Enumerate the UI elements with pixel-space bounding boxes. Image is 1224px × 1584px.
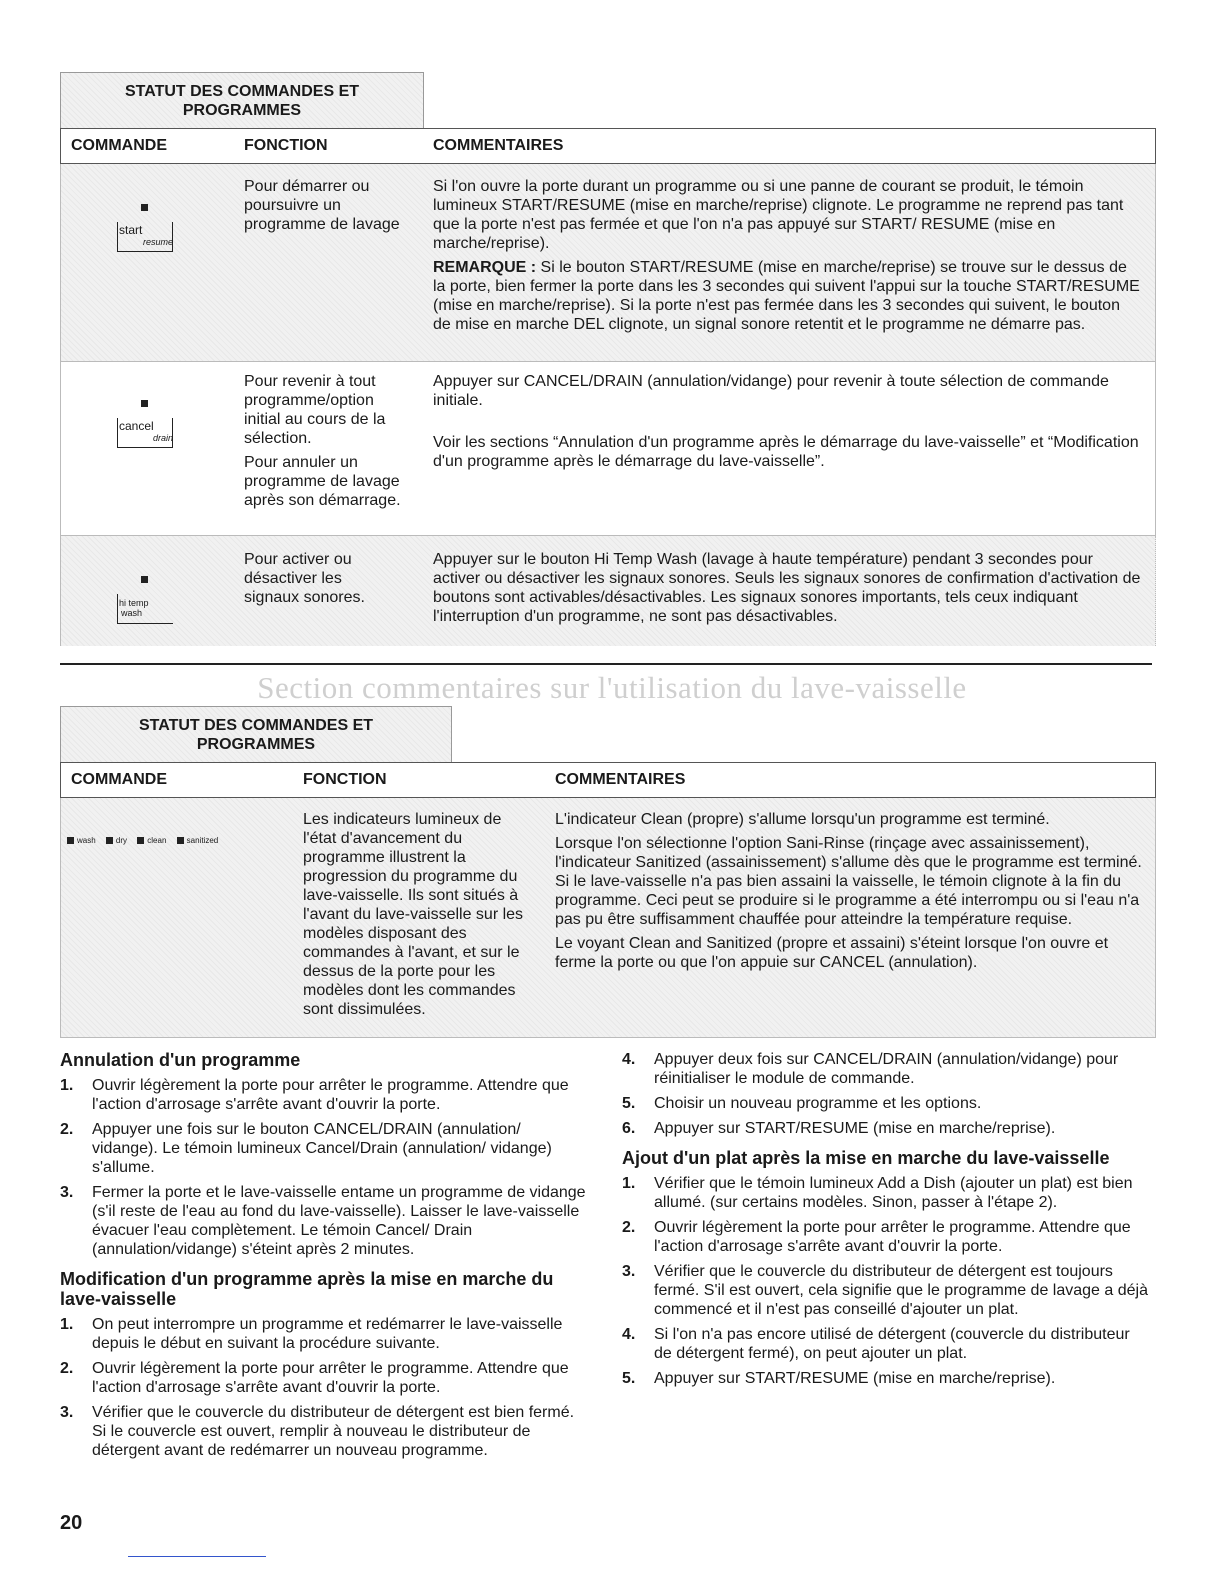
list-item: 3. Vérifier que le couvercle du distributeur de détergent est toujours fermé. S'il est ouvert, cela signifie que le programme de lavage a déjà commencé et il n'est pas conseillé d'ajouter un plat. <box>622 1263 1148 1318</box>
fonction-cell <box>244 177 414 239</box>
list-item: 3. Vérifier que le couvercle du distributeur de détergent est bien fermé. Si le couvercle est ouvert, remplir à nouveau le distributeur de détergent avant de redémarrer un nouveau programme. <box>60 1404 575 1459</box>
icon-sublabel: wash <box>121 608 143 618</box>
hi-temp-wash-button-icon <box>117 576 177 626</box>
list-item: 3. Fermer la porte et le lave-vaisselle entame un programme de vidange (s'il reste de l'eau au fond du lave-vaisselle). Laisser le lave-vaisselle évacuer l'eau complètement. Le témoin Cancel/ Drain (annulation/vidange) s'éteint après 2 minutes. <box>60 1184 586 1258</box>
comments-cell <box>555 810 1147 977</box>
fonction-text: Pour revenir à tout programme/option initial au cours de la sélection. <box>244 373 386 447</box>
header-fonction: FONCTION <box>244 137 328 154</box>
page-number: 20 <box>60 1512 83 1534</box>
icon-sublabel: drain <box>152 433 173 443</box>
heading-cancel-cycle: Annulation d'un programme <box>60 1050 301 1070</box>
list-item: 4. Appuyer deux fois sur CANCEL/DRAIN (annulation/vidange) pour réinitialiser le module de commande. <box>622 1051 1119 1087</box>
section-title: Section commentaires sur l'utilisation du lave-vaisselle <box>257 670 967 705</box>
led-indicator-icon <box>141 204 148 211</box>
indicator-dry: dry <box>106 836 127 845</box>
start-resume-button-icon <box>117 204 177 254</box>
heading-modify-cycle: Modification d'un programme après la mise en marche du lave-vaisselle <box>60 1269 554 1309</box>
list-item: 5. Choisir un nouveau programme et les options. <box>622 1095 982 1112</box>
list-item: 2. Ouvrir légèrement la porte pour arrêter le programme. Attendre que l'action d'arrosage s'arrête avant d'ouvrir la porte. <box>60 1360 569 1396</box>
comment-text: Voir les sections “Annulation d'un programme après le démarrage du lave-vaisselle” et “Modification d'un programme après le démarrage du lave-vaisselle”. <box>433 434 1139 470</box>
comment-text: Appuyer sur CANCEL/DRAIN (annulation/vidange) pour revenir à toute sélection de commande initiale. <box>433 373 1109 409</box>
table-title: STATUT DES COMMANDES ET PROGRAMMES <box>60 72 424 128</box>
led-indicator-icon <box>67 837 74 844</box>
fonction-text: Les indicateurs lumineux de l'état d'avancement du programme illustrent la progression du programme du lave-vaisselle. Ils sont situés à l'avant du lave-vaisselle sur les modèles disposant des commandes à l'avant, et sur le dessus de la porte pour les modèles dont les commandes sont dissimulées. <box>303 811 524 1018</box>
fonction-text: Pour démarrer ou poursuivre un programme de lavage <box>244 178 400 233</box>
table-header <box>60 762 1156 798</box>
controls-table-1 <box>60 72 1156 650</box>
comments-cell <box>433 372 1141 476</box>
list-item: 2. Appuyer une fois sur le bouton CANCEL/DRAIN (annulation/ vidange). Le témoin lumineux Cancel/Drain (annulation/ vidange) s'allume. <box>60 1121 552 1176</box>
header-fonction: FONCTION <box>303 771 387 788</box>
section-divider <box>60 663 1152 665</box>
comments-cell <box>433 177 1141 339</box>
remark-text <box>433 258 1141 334</box>
progress-indicators <box>67 836 226 845</box>
table-row <box>60 164 1156 362</box>
indicator-sanitized: sanitized <box>177 836 219 845</box>
list-item: 6. Appuyer sur START/RESUME (mise en marche/reprise). <box>622 1120 1056 1137</box>
led-indicator-icon <box>177 837 184 844</box>
icon-label: cancel <box>119 419 154 433</box>
comment-text: Le voyant Clean and Sanitized (propre et assaini) s'éteint lorsque l'on ouvre et ferme la porte ou que l'on appuie sur CANCEL (annulation). <box>555 935 1109 971</box>
modify-steps <box>60 1315 590 1460</box>
icon-sublabel: resume <box>142 237 173 247</box>
fonction-text: Pour annuler un programme de lavage après son démarrage. <box>244 454 401 509</box>
cancel-steps <box>60 1076 590 1259</box>
led-indicator-icon <box>137 837 144 844</box>
fonction-cell <box>303 810 535 1024</box>
icon-label: start <box>119 223 143 237</box>
comments-cell <box>433 550 1143 631</box>
table-title: STATUT DES COMMANDES ET PROGRAMMES <box>60 706 452 762</box>
list-item: 1. Ouvrir légèrement la porte pour arrêter le programme. Attendre que l'action d'arrosage s'arrête avant d'ouvrir la porte. <box>60 1077 569 1113</box>
comment-text: Lorsque l'on sélectionne l'option Sani-Rinse (rinçage avec assainissement), l'indicateur Sanitized (assainissement) s'allume dès que le programme est terminé. Si le lave-vaisselle n'a pas bien assaini la vaisselle, le témoin clignote à la fin du programme. Ceci peut se produire si le programme a été interrompu ou si l'eau n'a pas pu être suffisamment chauffée pour atteindre la température requise. <box>555 835 1142 928</box>
right-column <box>622 1050 1150 1398</box>
led-indicator-icon <box>141 400 148 407</box>
header-commentaires: COMMENTAIRES <box>433 137 564 154</box>
heading-add-dish: Ajout d'un plat après la mise en marche du lave-vaisselle <box>622 1148 1110 1168</box>
header-commentaires: COMMENTAIRES <box>555 771 686 788</box>
remark-body: Si le bouton START/RESUME (mise en marche/reprise) se trouve sur le dessus de la porte, bien fermer la porte dans les 3 secondes qui suivent l'appui sur la touche START/RESUME (mise en marche/reprise). Si la porte n'est pas fermée dans les 3 secondes qui suivent, le bouton de mise en marche DEL clignote, un signal sonore retentit et le programme ne démarre pas. <box>433 259 1140 333</box>
list-item: 1. Vérifier que le témoin lumineux Add a Dish (ajouter un plat) est bien allumé. (sur certains modèles. Sinon, passer à l'étape 2). <box>622 1175 1133 1211</box>
indicator-clean: clean <box>137 836 166 845</box>
table-row <box>60 362 1156 536</box>
header-commande: COMMANDE <box>71 771 167 788</box>
cancel-drain-button-icon <box>117 400 177 450</box>
table-header <box>60 128 1156 164</box>
comment-text: Si l'on ouvre la porte durant un programme ou si une panne de courant se produit, le témoin lumineux START/RESUME (mise en marche/reprise) clignote. Le programme ne reprend pas tant que la porte n'est pas fermée et que l'on n'a pas appuyé sur START/ RESUME (mise en marche/reprise). <box>433 178 1124 252</box>
header-commande: COMMANDE <box>71 137 167 154</box>
left-column <box>60 1050 590 1470</box>
led-indicator-icon <box>106 837 113 844</box>
list-item: 4. Si l'on n'a pas encore utilisé de détergent (couvercle du distributeur de détergent fermé), on peut ajouter un plat. <box>622 1326 1130 1362</box>
footer-line <box>128 1556 266 1557</box>
fonction-cell <box>244 372 414 515</box>
indicator-wash: wash <box>67 836 96 845</box>
comment-text: Appuyer sur le bouton Hi Temp Wash (lavage à haute température) pendant 3 secondes pour activer ou désactiver les signaux sonores. Seuls les signaux sonores de confirmation d'activation de boutons sont activables/désactivables. Les signaux sonores importants, tels ceux indiquant l'interruption d'un programme, ne sont pas désactivables. <box>433 551 1141 625</box>
controls-table-2 <box>60 706 1156 1042</box>
list-item: 2. Ouvrir légèrement la porte pour arrêter le programme. Attendre que l'action d'arrosage s'arrête avant d'ouvrir la porte. <box>622 1219 1131 1255</box>
fonction-text: Pour activer ou désactiver les signaux sonores. <box>244 551 365 606</box>
modify-steps-continued <box>622 1050 1150 1138</box>
comment-text: L'indicateur Clean (propre) s'allume lorsqu'un programme est terminé. <box>555 811 1050 828</box>
table-row <box>60 536 1156 646</box>
list-item: 1. On peut interrompre un programme et redémarrer le lave-vaisselle depuis le début en suivant la procédure suivante. <box>60 1316 563 1352</box>
table-row <box>60 798 1156 1038</box>
remark-label: REMARQUE : <box>433 259 537 276</box>
list-item: 5. Appuyer sur START/RESUME (mise en marche/reprise). <box>622 1370 1056 1387</box>
fonction-cell <box>244 550 394 612</box>
add-dish-steps <box>622 1174 1150 1388</box>
led-indicator-icon <box>141 576 148 583</box>
icon-label: hi temp <box>119 598 149 608</box>
